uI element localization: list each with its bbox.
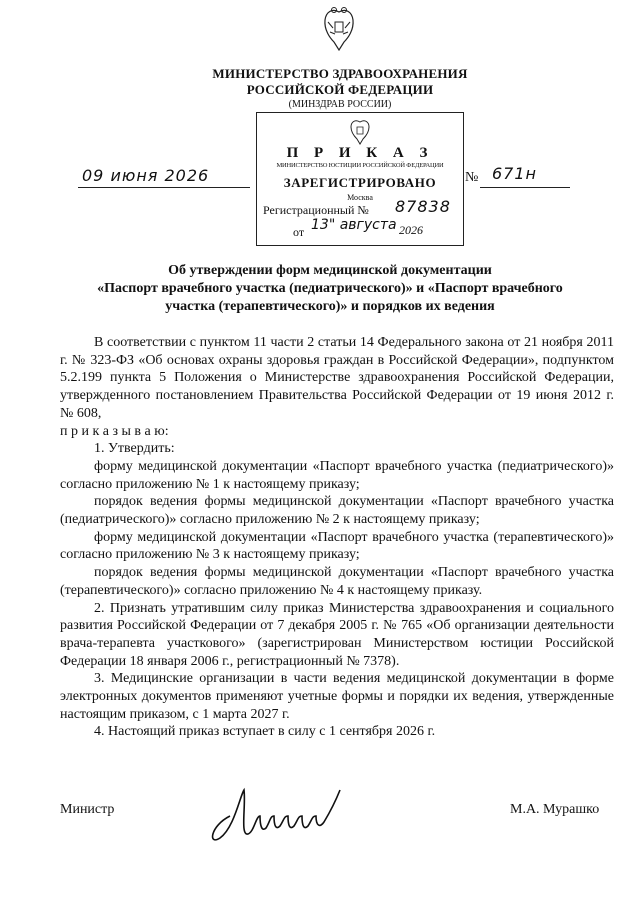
ministry-name-line2: РОССИЙСКОЙ ФЕДЕРАЦИИ xyxy=(246,82,434,97)
item-3: 3. Медицинские организации в части ведения медицинской документации в форме электронных документов применяют учетные формы и порядки их ведения, утвержденные настоящим приказом, с 1 марта 2027 г. xyxy=(60,671,614,722)
order-number-sign: № xyxy=(465,170,479,185)
document-title xyxy=(60,262,600,316)
stamp-emblem-icon xyxy=(349,117,371,145)
prikaz-heading: П Р И К А З xyxy=(286,145,434,161)
item-2: 2. Признать утратившим силу приказ Министерства здравоохранения и социального развития Российской Федерации от 7 декабря 2005 г. № 765 «Об организации деятельности врача-терапевта участкового» (зарегистрирован Министерством юстиции Российской Федерации 18 января 2006 г., регистрационный № 7378). xyxy=(60,600,614,669)
order-number-handwritten: 671н xyxy=(492,164,537,183)
item-1-b: порядок ведения формы медицинской документации «Паспорт врачебного участка (педиатрического)» согласно приложению № 2 к настоящему приказу; xyxy=(60,494,614,528)
item-1-d: порядок ведения формы медицинской документации «Паспорт врачебного участка (терапевтического)» согласно приложению № 4 к настоящему приказу. xyxy=(60,565,614,598)
registration-stamp xyxy=(256,112,464,246)
handwritten-signature xyxy=(200,776,370,856)
signatory-title: Министр xyxy=(60,802,115,817)
registration-number-value: 87838 xyxy=(395,197,451,216)
registration-date-value: 13" августа xyxy=(311,217,397,233)
ministry-short-name: (МИНЗДРАВ РОССИИ) xyxy=(288,99,392,110)
title-line-3: участка (терапевтического)» и порядков их ведения xyxy=(165,299,495,314)
coat-of-arms-emblem xyxy=(322,4,356,54)
item-1-a: форму медицинской документации «Паспорт врачебного участка (педиатрического)» согласно приложению № 1 к настоящему приказу; xyxy=(60,458,614,492)
order-word: п р и к а з ы в а ю: xyxy=(60,423,169,439)
registration-number-label: Регистрационный № xyxy=(263,203,369,217)
order-number-underline xyxy=(480,187,570,188)
signatory-name: М.А. Мурашко xyxy=(510,802,600,817)
order-date-handwritten: 09 июня 2026 xyxy=(82,166,210,185)
document-body xyxy=(60,334,614,741)
title-line-1: Об утверждении форм медицинской документации xyxy=(168,263,492,278)
title-line-2: «Паспорт врачебного участка (педиатрического)» и «Паспорт врачебного xyxy=(97,281,563,296)
minjust-label: МИНИСТЕРСТВО ЮСТИЦИИ РОССИЙСКОЙ ФЕДЕРАЦИИ xyxy=(276,162,444,169)
preamble-paragraph: В соответствии с пунктом 11 части 2 статьи 14 Федерального закона от 21 ноября 2011 г. № 323-ФЗ «Об основах охраны здоровья граждан в Российской Федерации», подпунктом 5.2.199 пункта 5 Положения о Министерстве здравоохранения Российской Федерации, утвержденного постановлением Правительства Российской Федерации от 19 июня 2012 г. № 608, xyxy=(60,335,614,421)
item-4: 4. Настоящий приказ вступает в силу с 1 сентября 2026 г. xyxy=(94,724,436,740)
city-label: Москва xyxy=(347,193,373,202)
order-date-underline xyxy=(78,187,250,188)
item-1-c: форму медицинской документации «Паспорт врачебного участка (терапевтического)» согласно приложению № 3 к настоящему приказу; xyxy=(60,529,614,563)
registration-date-prefix: от xyxy=(293,225,305,239)
registration-date-year: 2026 xyxy=(399,223,423,237)
item-1: 1. Утвердить: xyxy=(94,441,175,457)
registered-label: ЗАРЕГИСТРИРОВАНО xyxy=(283,175,437,190)
ministry-name-line1: МИНИСТЕРСТВО ЗДРАВООХРАНЕНИЯ xyxy=(212,66,468,81)
